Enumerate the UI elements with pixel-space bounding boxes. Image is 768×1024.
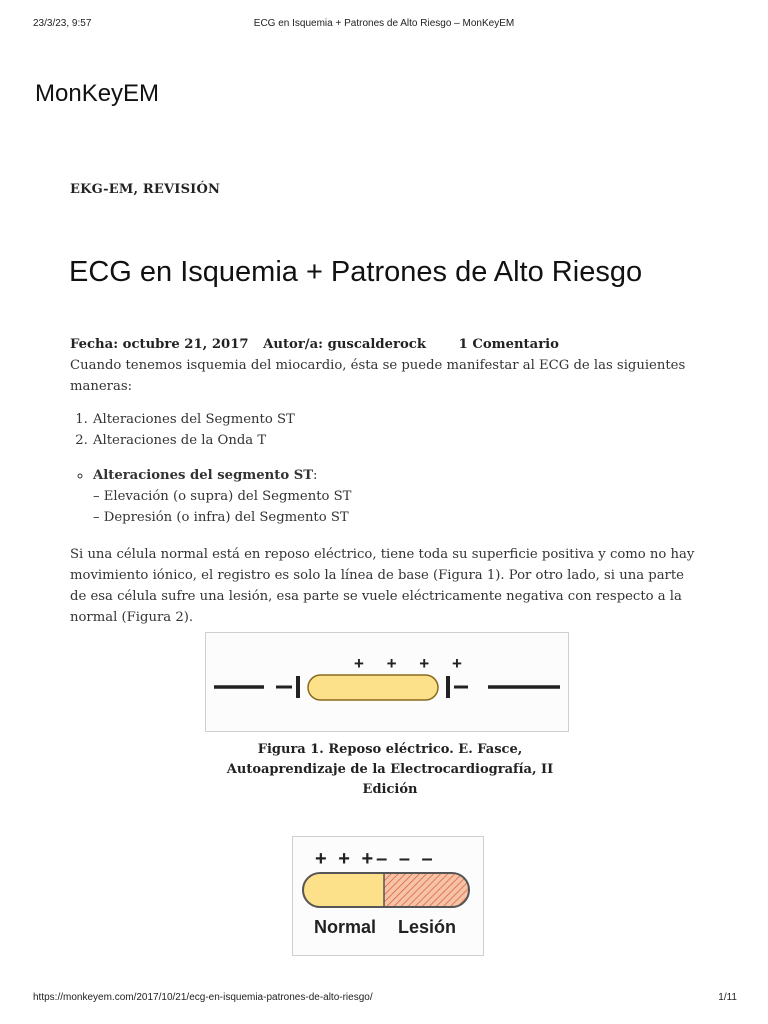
- st-section-list: [70, 465, 698, 528]
- label-lesion: Lesión: [398, 917, 457, 937]
- post-comments-link[interactable]: 1 Comentario: [458, 337, 559, 352]
- list-item: 1. Alteraciones del Segmento ST: [92, 409, 698, 430]
- ischemia-manifestations-list: [70, 409, 698, 451]
- print-footer: [0, 992, 768, 1006]
- print-datetime: 23/3/23, 9:57: [33, 18, 92, 29]
- st-section-item: [92, 465, 698, 528]
- site-title[interactable]: MonKeyEM: [35, 80, 160, 107]
- list-item: 2. Alteraciones de la Onda T: [92, 430, 698, 451]
- print-page-number: 1/11: [718, 992, 737, 1003]
- figure-2-drawing: [293, 837, 483, 955]
- resting-cell: [308, 675, 438, 700]
- body-paragraph: Si una célula normal está en reposo eléctrico, tiene toda su superficie positiva y como no hay movimiento iónico, el registro es solo la línea de base (Figura 1). Por otro lado, si una parte de esa célula sufre una lesión, esa parte se vuele eléctricamente negativa con respecto a la normal (Figura 2).: [70, 547, 695, 625]
- lesion-region: [384, 873, 469, 907]
- print-header: [0, 18, 768, 32]
- figure-1-positive-signs: + + + +: [354, 654, 471, 673]
- post-meta: [70, 334, 698, 355]
- post-content: [70, 334, 698, 628]
- figure-1-resting-cell: [205, 632, 569, 732]
- print-page-title: ECG en Isquemia + Patrones de Alto Riesgo – MonKeyEM: [253, 18, 515, 29]
- post-date[interactable]: Fecha: octubre 21, 2017: [70, 337, 249, 352]
- post-category[interactable]: EKG-EM, REVISIÓN: [70, 182, 221, 197]
- st-section-colon: :: [313, 468, 318, 483]
- st-depression-line: – Depresión (o infra) del Segmento ST: [93, 510, 349, 525]
- figure-1-drawing: [206, 633, 568, 731]
- figure-2-charge-signs: + + +– – –: [315, 848, 436, 870]
- figure-1-caption: Figura 1. Reposo eléctrico. E. Fasce, Autoaprendizaje de la Electrocardiografía, II Edición: [226, 742, 554, 797]
- post-title: ECG en Isquemia + Patrones de Alto Riesgo: [69, 256, 643, 288]
- st-section-heading: Alteraciones del segmento ST: [93, 468, 314, 483]
- st-elevation-line: – Elevación (o supra) del Segmento ST: [93, 489, 352, 504]
- normal-region: [303, 873, 384, 907]
- figure-2-injured-cell: [292, 836, 484, 956]
- post-author[interactable]: Autor/a: guscalderock: [263, 337, 426, 352]
- label-normal: Normal: [314, 917, 377, 937]
- print-url: https://monkeyem.com/2017/10/21/ecg-en-isquemia-patrones-de-alto-riesgo/: [33, 992, 373, 1003]
- intro-paragraph: Cuando tenemos isquemia del miocardio, ésta se puede manifestar al ECG de las siguientes maneras:: [70, 358, 686, 394]
